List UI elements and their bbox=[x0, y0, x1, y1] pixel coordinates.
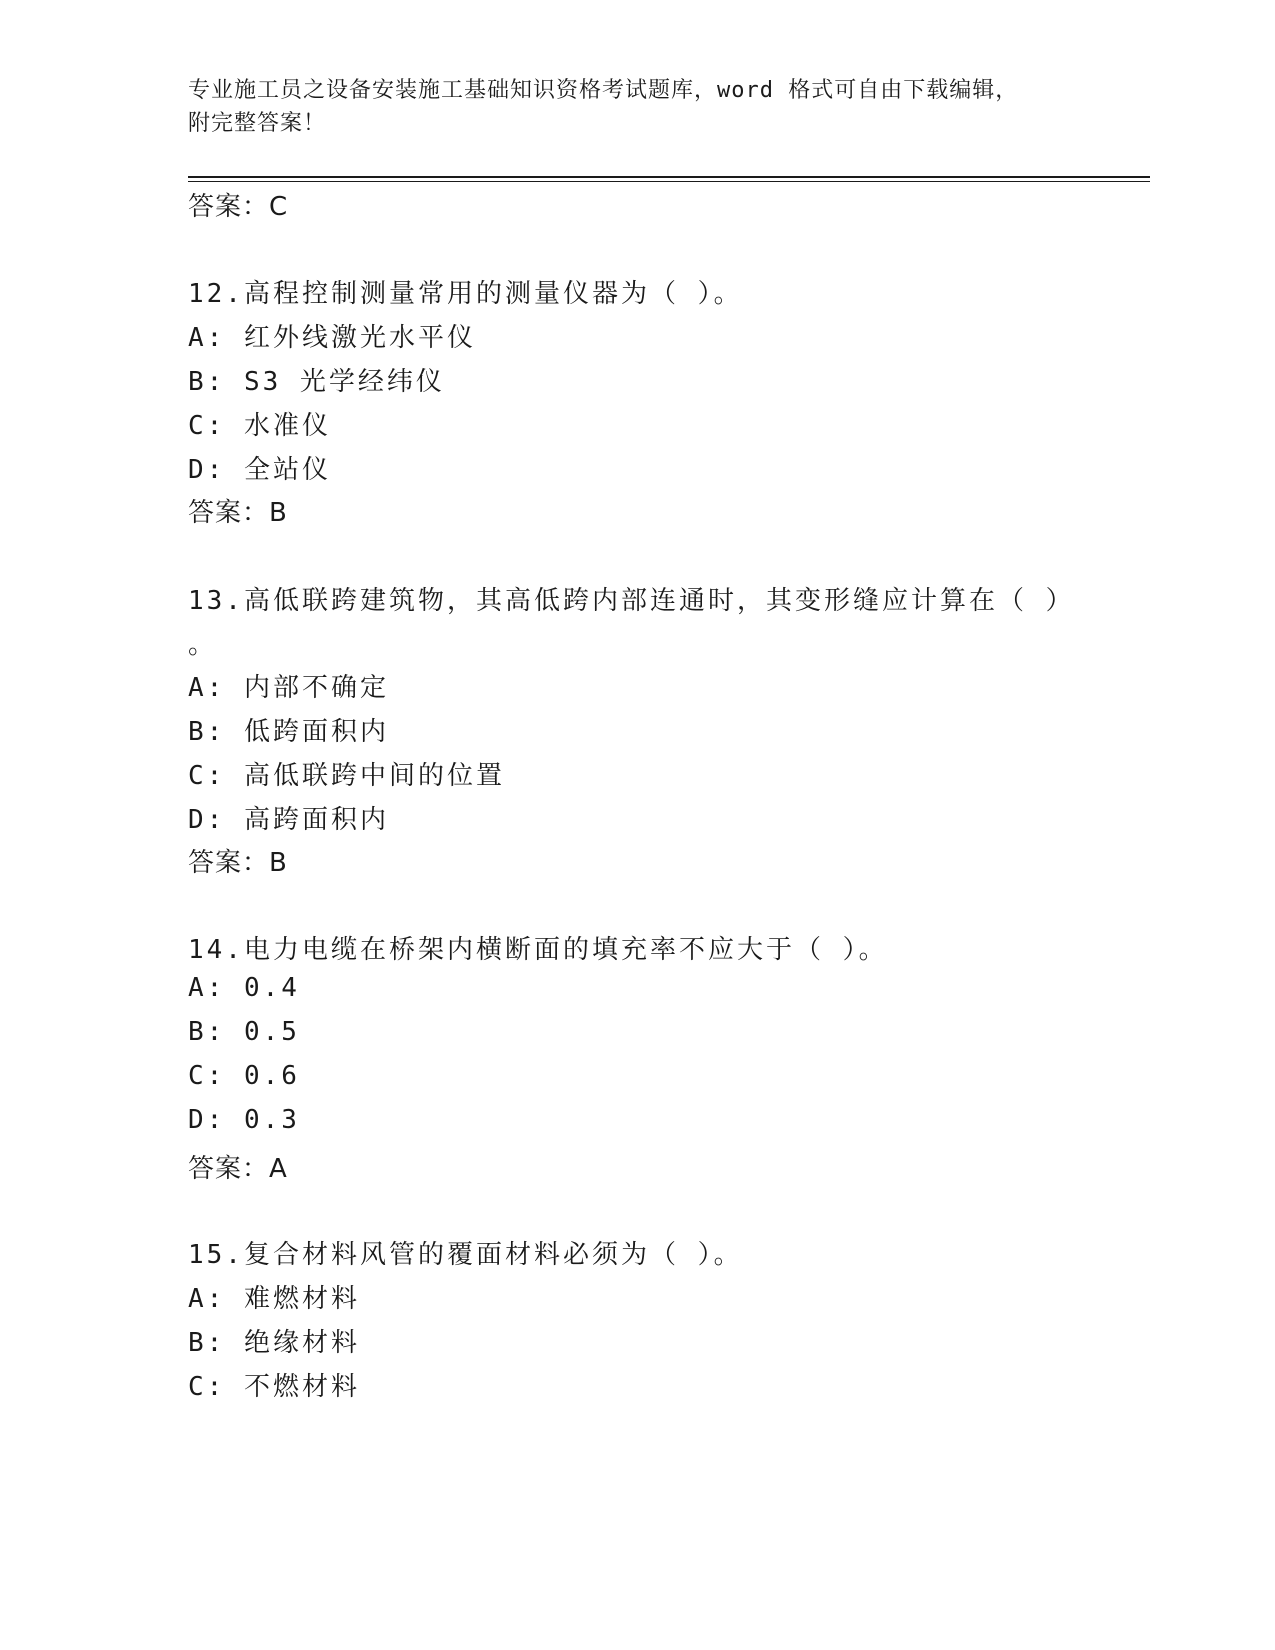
header-line-1: 专业施工员之设备安装施工基础知识资格考试题库，word 格式可自由下载编辑， bbox=[188, 78, 1019, 103]
question-answer: 答案：B bbox=[188, 498, 288, 528]
option-b: B: 0.5 bbox=[188, 1017, 300, 1047]
header-divider-thick bbox=[188, 176, 1150, 178]
previous-answer: 答案：C bbox=[188, 192, 289, 222]
option-b: B: 绝缘材料 bbox=[188, 1328, 360, 1358]
option-d: D: 全站仪 bbox=[188, 455, 331, 485]
question-stem: 14.电力电缆在桥架内横断面的填充率不应大于（ ）。 bbox=[188, 935, 888, 965]
option-a: A: 0.4 bbox=[188, 973, 300, 1003]
option-b: B: 低跨面积内 bbox=[188, 717, 389, 747]
option-a: A: 难燃材料 bbox=[188, 1284, 360, 1314]
option-d: D: 高跨面积内 bbox=[188, 805, 389, 835]
question-answer: 答案：B bbox=[188, 848, 288, 878]
document-header bbox=[188, 74, 1088, 140]
header-line-2: 附完整答案！ bbox=[188, 111, 327, 136]
option-a: A: 内部不确定 bbox=[188, 673, 389, 703]
question-answer: 答案：A bbox=[188, 1154, 288, 1184]
question-stem: 12.高程控制测量常用的测量仪器为（ ）。 bbox=[188, 279, 743, 309]
question-stem: 15.复合材料风管的覆面材料必须为（ ）。 bbox=[188, 1240, 743, 1270]
question-stem: 13.高低联跨建筑物，其高低跨内部连通时，其变形缝应计算在（ ） bbox=[188, 586, 1075, 616]
option-a: A: 红外线激光水平仪 bbox=[188, 323, 476, 353]
header-divider-thin bbox=[188, 181, 1150, 182]
option-c: C: 0.6 bbox=[188, 1061, 300, 1091]
option-b: B: S3 光学经纬仪 bbox=[188, 367, 445, 397]
option-d: D: 0.3 bbox=[188, 1105, 300, 1135]
question-stem-continuation: 。 bbox=[188, 630, 218, 660]
option-c: C: 高低联跨中间的位置 bbox=[188, 761, 505, 791]
option-c: C: 不燃材料 bbox=[188, 1372, 360, 1402]
option-c: C: 水准仪 bbox=[188, 411, 331, 441]
